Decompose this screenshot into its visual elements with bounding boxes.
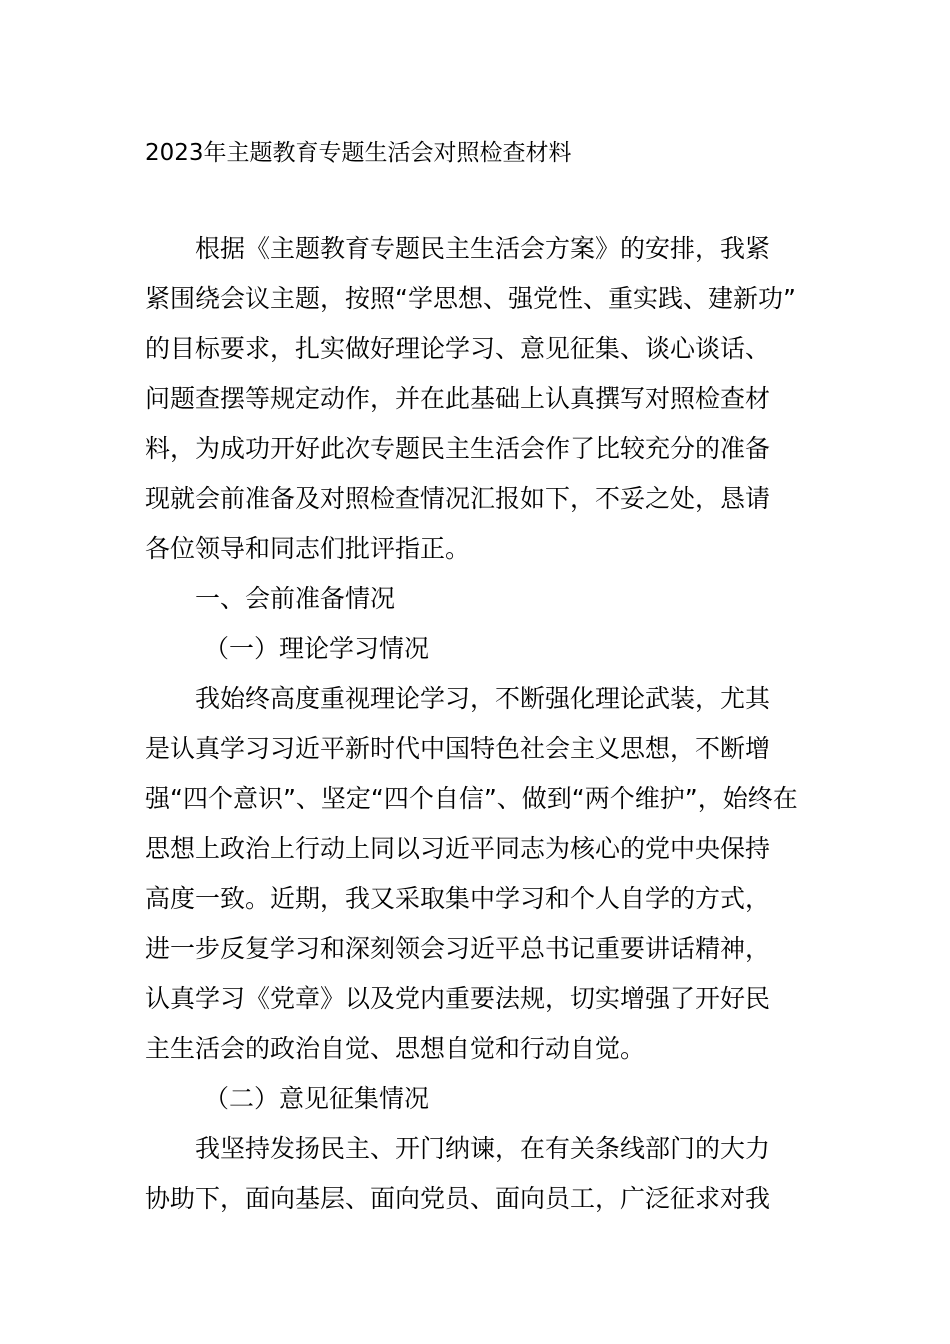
body-line: 进一步反复学习和深刻领会习近平总书记重要讲话精神， — [145, 934, 771, 963]
body-line: 主生活会的政治自觉、思想自觉和行动自觉。 — [145, 1034, 646, 1063]
body-line: 强“四个意识”、坚定“四个自信”、做到“两个维护”，始终在 — [145, 784, 798, 813]
body-line: 认真学习《党章》以及党内重要法规，切实增强了开好民 — [145, 984, 771, 1013]
body-line: 的目标要求，扎实做好理论学习、意见征集、谈心谈话、 — [145, 334, 771, 363]
body-line: 紧围绕会议主题，按照“学思想、强党性、重实践、建新功” — [145, 284, 796, 313]
body-line: 是认真学习习近平新时代中国特色社会主义思想，不断增 — [145, 734, 771, 763]
body-line: 各位领导和同志们批评指正。 — [145, 534, 471, 563]
body-line: 现就会前准备及对照检查情况汇报如下，不妥之处，恳请 — [145, 484, 771, 513]
body-line: 我坚持发扬民主、开门纳谏，在有关条线部门的大力 — [195, 1134, 771, 1163]
document-title: 2023年主题教育专题生活会对照检查材料 — [145, 140, 572, 166]
body-line: 思想上政治上行动上同以习近平同志为核心的党中央保持 — [145, 834, 771, 863]
body-line: 协助下，面向基层、面向党员、面向员工，广泛征求对我 — [145, 1184, 771, 1213]
body-line: 我始终高度重视理论学习，不断强化理论武装，尤其 — [195, 684, 771, 713]
body-line: 高度一致。近期，我又采取集中学习和个人自学的方式， — [145, 884, 771, 913]
subsection-heading: （一）理论学习情况 — [204, 634, 430, 663]
body-line: 料，为成功开好此次专题民主生活会作了比较充分的准备 — [145, 434, 771, 463]
body-line: 问题查摆等规定动作，并在此基础上认真撰写对照检查材 — [145, 384, 771, 413]
subsection-heading: （二）意见征集情况 — [204, 1084, 430, 1113]
section-heading: 一、会前准备情况 — [195, 584, 396, 613]
body-line: 根据《主题教育专题民主生活会方案》的安排，我紧 — [195, 234, 771, 263]
